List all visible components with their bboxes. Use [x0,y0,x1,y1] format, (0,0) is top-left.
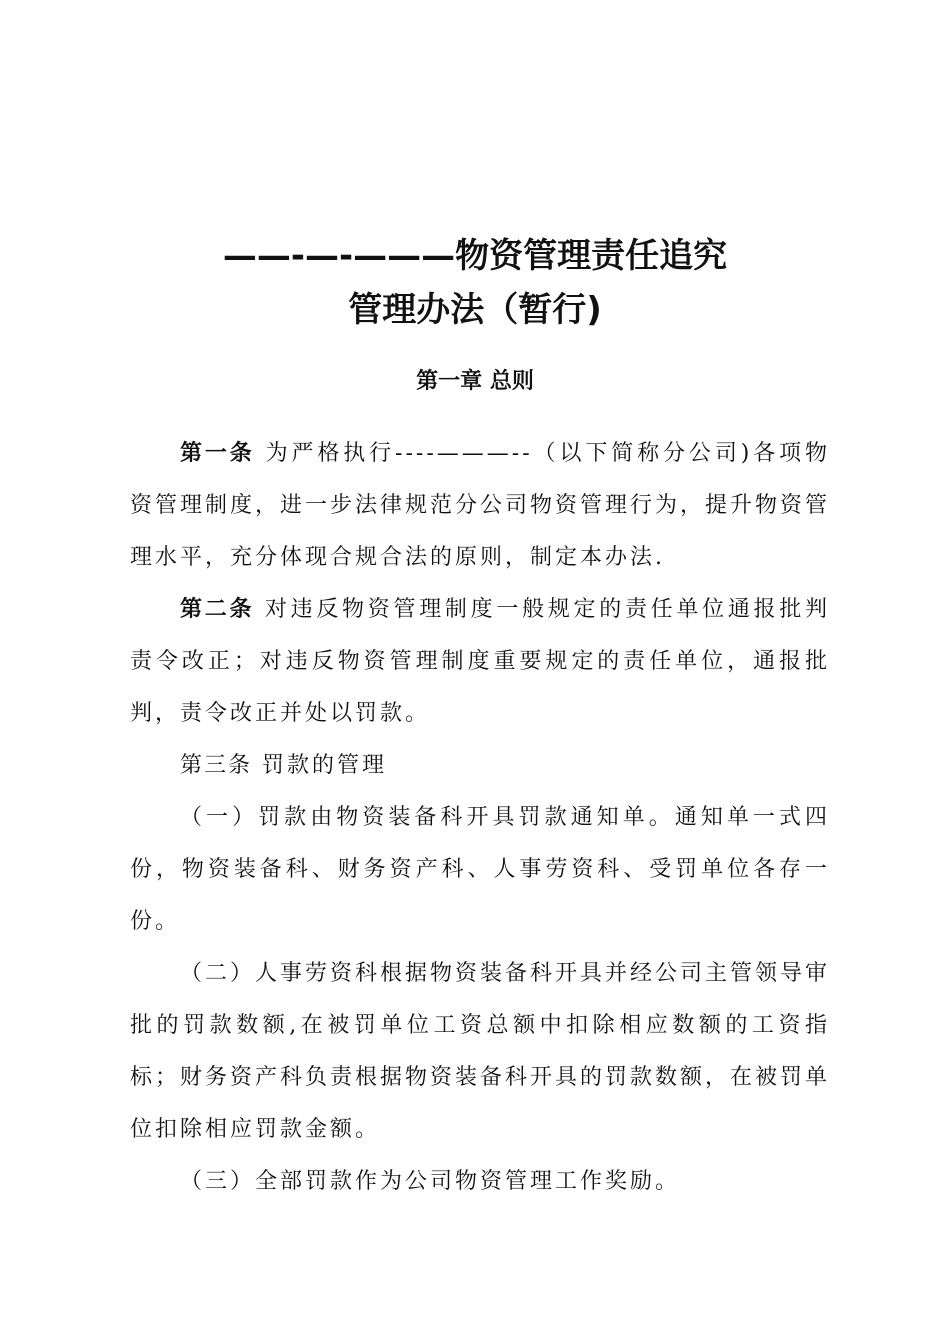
article-2-label: 第二条 [180,597,255,622]
item-1: （一）罚款由物资装备科开具罚款通知单。通知单一式四份，物资装备科、财务资产科、人事劳资科、受罚单位各存一份。 [130,805,830,934]
document-title-line-1: ——-—-———物资管理责任追究 [222,236,728,276]
article-3 [130,740,830,792]
item-3: （三）全部罚款作为公司物资管理工作奖励。 [180,1169,681,1194]
article-2-text: 对违反物资管理制度一般规定的责任单位通报批判责令改正；对违反物资管理制度重要规定的责任单位，通报批判，责令改正并处以罚款。 [130,597,830,726]
article-1-label: 第一条 [180,441,255,466]
document-title-line-2: 管理办法（暂行) [348,290,602,330]
document-body [130,428,830,1208]
chapter-heading: 第一章 总则 [416,369,534,394]
item-2: （二）人事劳资科根据物资装备科开具并经公司主管领导审批的罚款数额,在被罚单位工资总额中扣除相应数额的工资指标；财务资产科负责根据物资装备科开具的罚款数额，在被罚单位扣除相应罚款金额。 [130,961,831,1142]
article-1-text: 为严格执行----———--（以下简称分公司)各项物资管理制度，进一步法律规范分公司物资管理行为，提升物资管理水平，充分体现合规合法的原则，制定本办法. [130,441,831,570]
article-3-text: 罚款的管理 [252,753,388,778]
article-2 [130,584,830,740]
article-3-label: 第三条 [180,753,253,778]
article-1 [130,428,830,584]
